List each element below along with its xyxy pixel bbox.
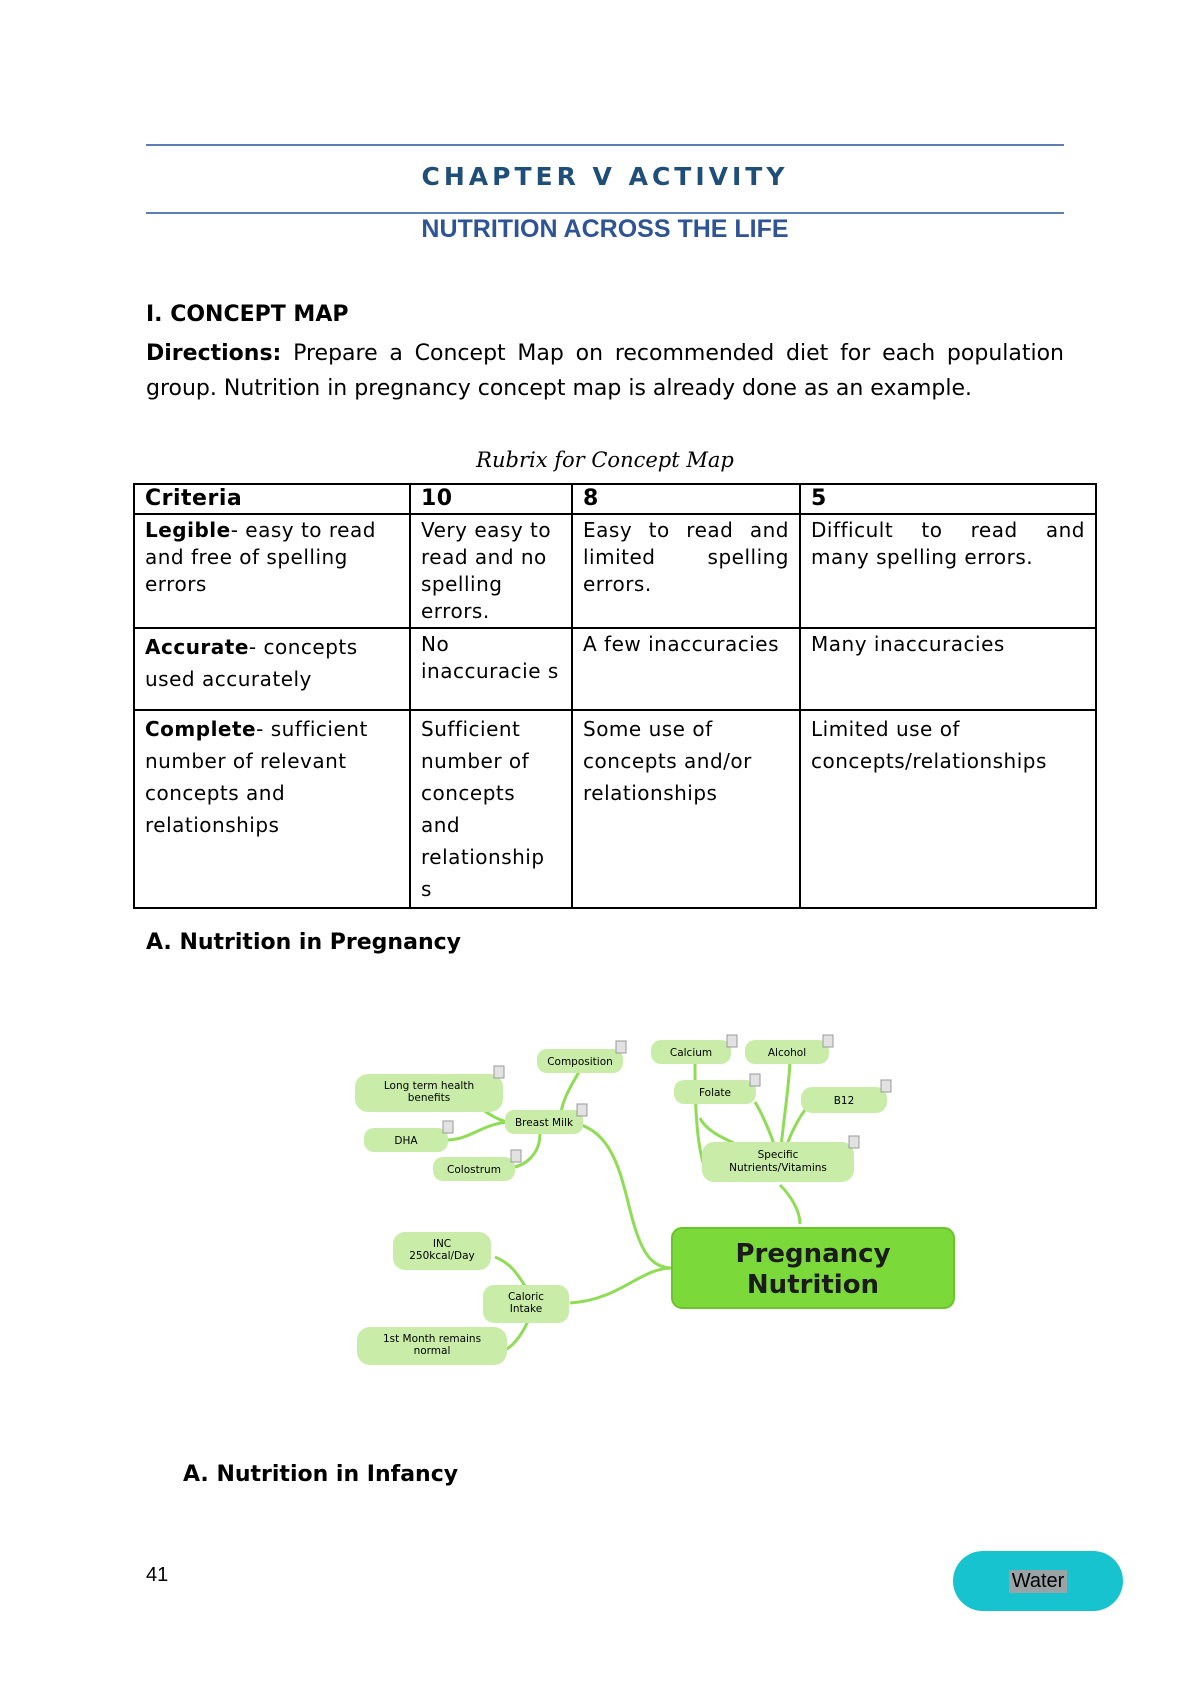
node-label: DHA — [394, 1135, 418, 1147]
water-button-label: Water — [1009, 1570, 1068, 1593]
node-label: Composition — [547, 1056, 613, 1068]
score-10-cell: Sufficient number of concepts and relationship s — [410, 710, 572, 908]
rubric-table — [133, 483, 1097, 909]
table-row — [134, 514, 1096, 628]
node-label: Colostrum — [447, 1164, 501, 1176]
note-icon — [750, 1074, 760, 1086]
node-label: Caloric — [507, 1291, 545, 1303]
note-icon — [849, 1136, 859, 1148]
top-rule — [146, 144, 1064, 146]
center-label: Pregnancy — [735, 1239, 891, 1269]
node-label: benefits — [407, 1092, 451, 1104]
pregnancy-concept-map — [350, 1030, 970, 1380]
note-icon — [881, 1080, 891, 1092]
note-icon — [443, 1121, 453, 1133]
score-5-cell: Many inaccuracies — [800, 628, 1096, 710]
criteria-desc: - concepts used accurately — [145, 635, 358, 691]
criteria-cell — [134, 628, 410, 710]
score-10-cell: No inaccuracie s — [410, 628, 572, 710]
note-icon — [727, 1035, 737, 1047]
node-alcohol — [745, 1040, 829, 1064]
node-caloric-intake — [483, 1285, 569, 1323]
directions-label: Directions: — [146, 341, 282, 366]
header-criteria: Criteria — [134, 484, 410, 514]
criteria-name: Accurate — [145, 635, 249, 659]
table-row — [134, 628, 1096, 710]
node-inc — [393, 1232, 491, 1270]
note-icon — [494, 1066, 504, 1078]
directions-text: Prepare a Concept Map on recommended diet for each population group. Nutrition in pregnancy concept map is already done as an example. — [146, 341, 1064, 401]
header-score-5: 5 — [800, 484, 1096, 514]
node-label: Calcium — [669, 1047, 713, 1059]
table-row — [134, 710, 1096, 908]
connector-line — [780, 1185, 800, 1224]
node-label: Folate — [698, 1087, 732, 1099]
water-button[interactable] — [953, 1551, 1123, 1611]
node-b12 — [801, 1087, 887, 1113]
node-composition — [537, 1049, 623, 1073]
node-label: Intake — [509, 1303, 543, 1315]
score-5-cell: Difficult to read and many spelling errors. — [800, 514, 1096, 628]
connector-line — [560, 1122, 672, 1268]
note-icon — [823, 1035, 833, 1047]
node-pregnancy-nutrition — [672, 1228, 954, 1308]
middle-rule — [146, 212, 1064, 214]
table-header-row — [134, 484, 1096, 514]
criteria-cell — [134, 710, 410, 908]
directions-paragraph — [146, 336, 1064, 406]
note-icon — [511, 1150, 521, 1162]
center-label: Nutrition — [746, 1270, 880, 1300]
page-number: 41 — [146, 1564, 169, 1586]
node-folate — [674, 1080, 756, 1104]
node-long-term-health — [355, 1074, 503, 1112]
node-label: INC — [432, 1238, 452, 1250]
node-label: Long term health — [383, 1080, 475, 1092]
node-label: Specific — [757, 1149, 799, 1161]
node-colostrum — [433, 1157, 515, 1181]
header-score-8: 8 — [572, 484, 800, 514]
connector-line — [446, 1122, 507, 1140]
node-label: normal — [413, 1345, 451, 1357]
criteria-name: Complete — [145, 717, 257, 741]
criteria-name: Legible — [145, 518, 231, 542]
score-10-cell: Very easy to read and no spelling errors. — [410, 514, 572, 628]
node-label: 250kcal/Day — [409, 1250, 475, 1262]
node-breast-milk — [505, 1110, 583, 1134]
concept-map-heading: I. CONCEPT MAP — [146, 302, 349, 327]
node-calcium — [651, 1040, 731, 1064]
chapter-title: CHAPTER V ACTIVITY — [421, 162, 789, 191]
score-8-cell: A few inaccuracies — [572, 628, 800, 710]
header-score-10: 10 — [410, 484, 572, 514]
criteria-desc: - sufficient number of relevant concepts and relationships — [145, 717, 368, 837]
node-label: 1st Month remains — [382, 1333, 482, 1345]
criteria-desc: - easy to read and free of spelling errors — [145, 518, 376, 596]
infancy-heading: A. Nutrition in Infancy — [183, 1462, 459, 1487]
node-label: Nutrients/Vitamins — [729, 1162, 827, 1174]
note-icon — [577, 1104, 587, 1116]
score-5-cell: Limited use of concepts/relationships — [800, 710, 1096, 908]
page-subtitle: NUTRITION ACROSS THE LIFE — [421, 215, 789, 243]
node-first-month — [357, 1327, 507, 1365]
score-8-cell: Some use of concepts and/or relationships — [572, 710, 800, 908]
node-label: B12 — [833, 1095, 855, 1107]
criteria-cell — [134, 514, 410, 628]
pregnancy-heading: A. Nutrition in Pregnancy — [146, 930, 461, 955]
node-label: Alcohol — [767, 1047, 807, 1059]
node-label: Breast Milk — [514, 1117, 574, 1129]
score-8-cell: Easy to read and limited spelling errors. — [572, 514, 800, 628]
node-specific-nutrients — [702, 1142, 854, 1182]
connector-line — [570, 1268, 672, 1303]
note-icon — [616, 1041, 626, 1053]
rubric-caption: Rubrix for Concept Map — [476, 448, 734, 472]
node-dha — [364, 1128, 448, 1152]
